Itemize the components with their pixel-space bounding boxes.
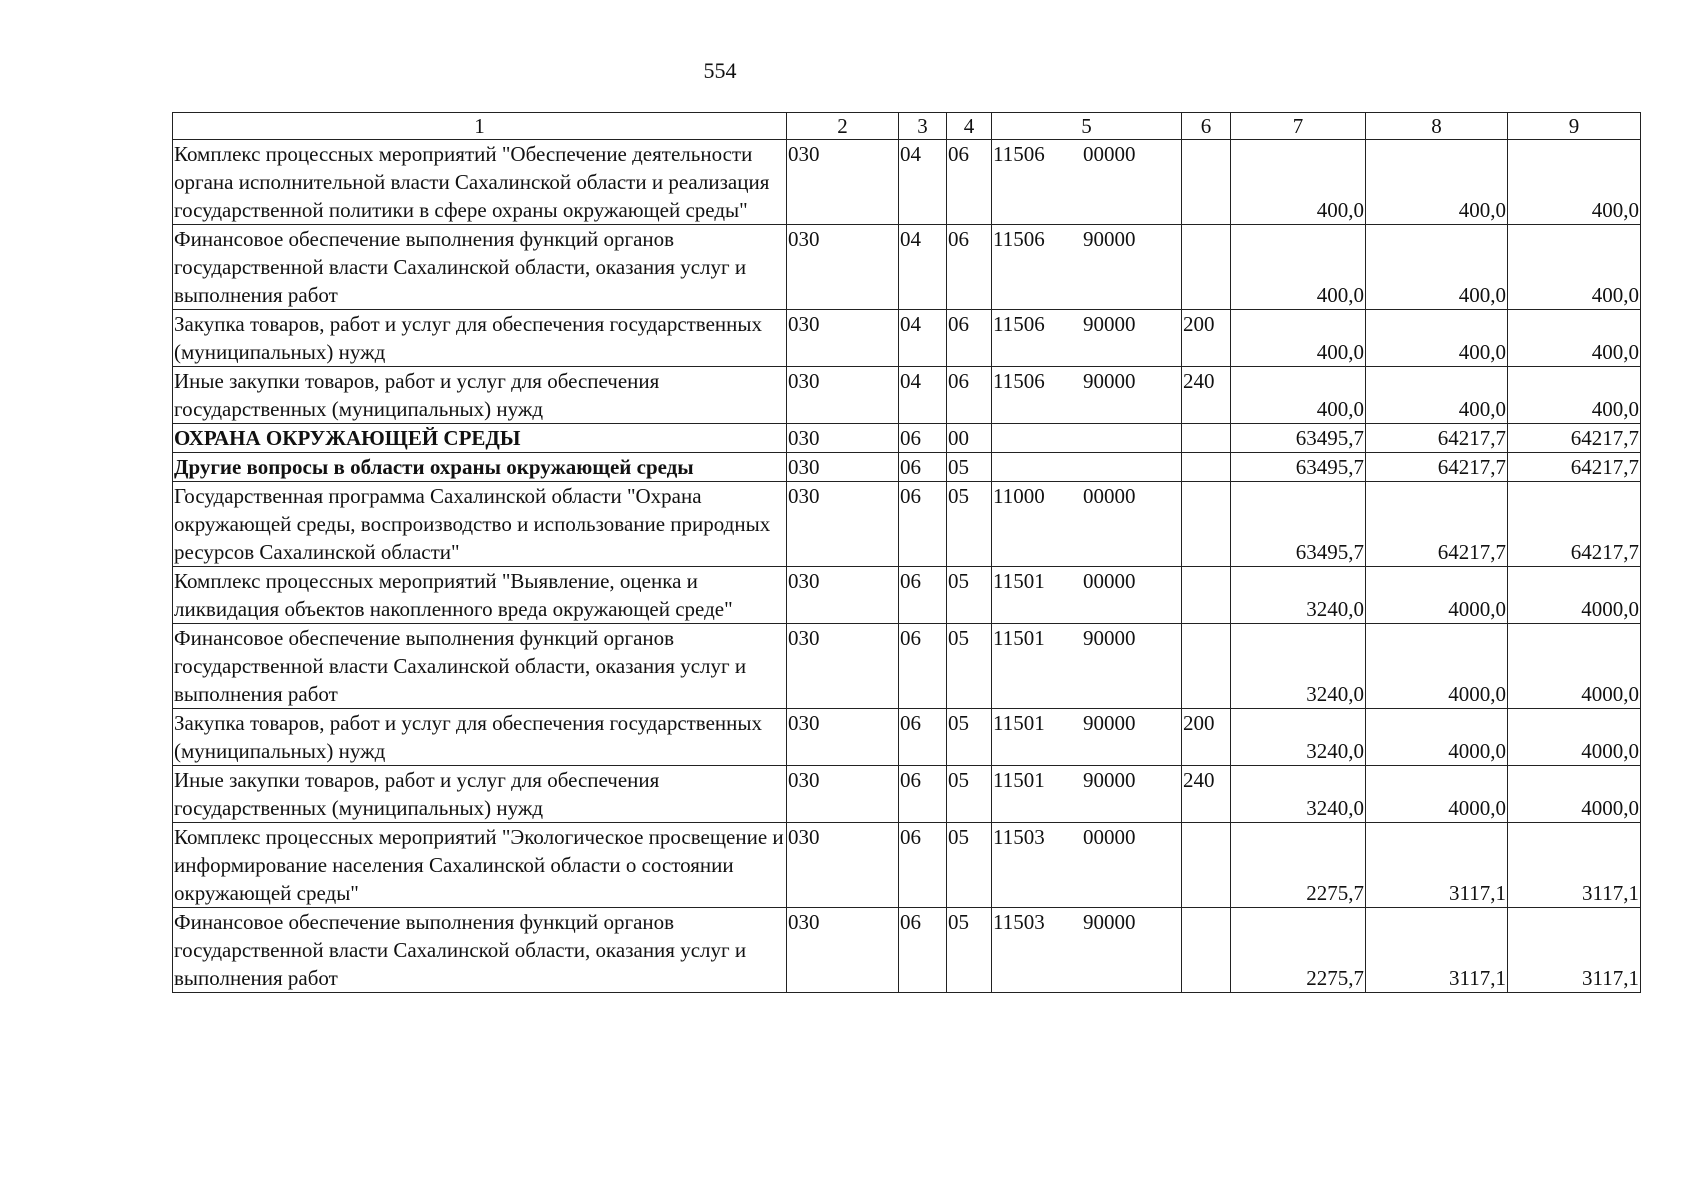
page-number: 554 xyxy=(703,58,737,83)
row-vr-code: 200 xyxy=(1182,709,1231,766)
row-csr-direction: 90000 xyxy=(1083,711,1136,735)
row-value-col7: 400,0 xyxy=(1231,225,1366,310)
row-value-col8: 4000,0 xyxy=(1366,709,1508,766)
row-vr-code: 240 xyxy=(1182,367,1231,424)
row-csr-program: 11501 xyxy=(993,569,1045,593)
table-row xyxy=(173,367,1641,424)
header-cell-5: 5 xyxy=(992,113,1182,140)
row-csr-program: 11501 xyxy=(993,768,1045,792)
row-csr-code xyxy=(992,367,1182,424)
row-value-col9: 400,0 xyxy=(1508,225,1641,310)
row-value-col8: 400,0 xyxy=(1366,140,1508,225)
row-value-col9: 64217,7 xyxy=(1508,482,1641,567)
row-value-col7: 63495,7 xyxy=(1231,424,1366,453)
table-row xyxy=(173,766,1641,823)
row-value-col8: 4000,0 xyxy=(1366,766,1508,823)
row-csr-code xyxy=(992,482,1182,567)
row-value-col9: 4000,0 xyxy=(1508,709,1641,766)
row-value-col7: 400,0 xyxy=(1231,310,1366,367)
header-cell-6: 6 xyxy=(1182,113,1231,140)
row-csr-code xyxy=(992,823,1182,908)
row-rz-code: 06 xyxy=(899,908,947,993)
table-row xyxy=(173,624,1641,709)
row-vr-code xyxy=(1182,624,1231,709)
header-cell-4: 4 xyxy=(947,113,992,140)
row-rz-code: 06 xyxy=(899,453,947,482)
table-body xyxy=(173,113,1641,993)
row-rz-code: 04 xyxy=(899,367,947,424)
row-name: Государственная программа Сахалинской области "Охрана окружающей среды, воспроизводство и использование природных ресурсов Сахалинской области" xyxy=(173,482,787,567)
row-value-col9: 3117,1 xyxy=(1508,823,1641,908)
row-name: Комплекс процессных мероприятий "Обеспечение деятельности органа исполнительной власти Сахалинской области и реализация государственной политики в сфере охраны окружающей среды" xyxy=(173,140,787,225)
row-value-col9: 400,0 xyxy=(1508,310,1641,367)
row-value-col8: 64217,7 xyxy=(1366,424,1508,453)
row-pr-code: 05 xyxy=(947,823,992,908)
row-value-col8: 64217,7 xyxy=(1366,453,1508,482)
row-csr-program: 11503 xyxy=(993,910,1045,934)
header-row xyxy=(173,113,1641,140)
row-value-col9: 3117,1 xyxy=(1508,908,1641,993)
row-glv-code: 030 xyxy=(787,424,899,453)
row-value-col7: 3240,0 xyxy=(1231,567,1366,624)
header-cell-9: 9 xyxy=(1508,113,1641,140)
row-glv-code: 030 xyxy=(787,225,899,310)
row-name: Финансовое обеспечение выполнения функций органов государственной власти Сахалинской области, оказания услуг и выполнения работ xyxy=(173,225,787,310)
row-csr-code xyxy=(992,766,1182,823)
row-csr-direction: 00000 xyxy=(1083,484,1136,508)
row-glv-code: 030 xyxy=(787,823,899,908)
row-rz-code: 04 xyxy=(899,140,947,225)
row-name: Закупка товаров, работ и услуг для обеспечения государственных (муниципальных) нужд xyxy=(173,709,787,766)
row-csr-code xyxy=(992,225,1182,310)
row-pr-code: 05 xyxy=(947,624,992,709)
row-vr-code xyxy=(1182,424,1231,453)
table-row xyxy=(173,453,1641,482)
row-value-col7: 3240,0 xyxy=(1231,766,1366,823)
row-glv-code: 030 xyxy=(787,567,899,624)
row-glv-code: 030 xyxy=(787,482,899,567)
row-glv-code: 030 xyxy=(787,367,899,424)
table-row xyxy=(173,482,1641,567)
row-value-col8: 3117,1 xyxy=(1366,823,1508,908)
row-glv-code: 030 xyxy=(787,709,899,766)
row-pr-code: 05 xyxy=(947,453,992,482)
row-vr-code xyxy=(1182,567,1231,624)
row-csr-direction: 00000 xyxy=(1083,825,1136,849)
row-name: Комплекс процессных мероприятий "Экологическое просвещение и информирование населения Сахалинской области о состоянии окружающей среды" xyxy=(173,823,787,908)
row-csr-code xyxy=(992,567,1182,624)
row-value-col9: 4000,0 xyxy=(1508,766,1641,823)
row-value-col7: 2275,7 xyxy=(1231,823,1366,908)
row-pr-code: 00 xyxy=(947,424,992,453)
header-cell-8: 8 xyxy=(1366,113,1508,140)
row-rz-code: 06 xyxy=(899,424,947,453)
row-rz-code: 04 xyxy=(899,310,947,367)
budget-table xyxy=(172,112,1641,993)
row-csr-program: 11506 xyxy=(993,312,1045,336)
row-pr-code: 05 xyxy=(947,766,992,823)
header-cell-7: 7 xyxy=(1231,113,1366,140)
row-value-col9: 64217,7 xyxy=(1508,424,1641,453)
row-vr-code: 240 xyxy=(1182,766,1231,823)
row-vr-code xyxy=(1182,908,1231,993)
table-row xyxy=(173,709,1641,766)
row-value-col7: 3240,0 xyxy=(1231,709,1366,766)
row-pr-code: 05 xyxy=(947,908,992,993)
row-pr-code: 06 xyxy=(947,225,992,310)
row-csr-code xyxy=(992,453,1182,482)
row-rz-code: 06 xyxy=(899,823,947,908)
row-name: Иные закупки товаров, работ и услуг для обеспечения государственных (муниципальных) нужд xyxy=(173,766,787,823)
row-vr-code: 200 xyxy=(1182,310,1231,367)
row-csr-direction: 90000 xyxy=(1083,369,1136,393)
row-csr-code xyxy=(992,624,1182,709)
row-value-col7: 400,0 xyxy=(1231,140,1366,225)
row-value-col9: 4000,0 xyxy=(1508,567,1641,624)
row-csr-direction: 90000 xyxy=(1083,312,1136,336)
header-cell-2: 2 xyxy=(787,113,899,140)
row-value-col8: 64217,7 xyxy=(1366,482,1508,567)
row-name: Комплекс процессных мероприятий "Выявление, оценка и ликвидация объектов накопленного вреда окружающей среде" xyxy=(173,567,787,624)
row-rz-code: 06 xyxy=(899,709,947,766)
table-row xyxy=(173,908,1641,993)
row-pr-code: 06 xyxy=(947,140,992,225)
row-name: Иные закупки товаров, работ и услуг для обеспечения государственных (муниципальных) нужд xyxy=(173,367,787,424)
table-row xyxy=(173,567,1641,624)
table-row xyxy=(173,424,1641,453)
row-rz-code: 06 xyxy=(899,482,947,567)
row-csr-code xyxy=(992,709,1182,766)
row-vr-code xyxy=(1182,140,1231,225)
row-csr-program: 11506 xyxy=(993,227,1045,251)
row-value-col7: 2275,7 xyxy=(1231,908,1366,993)
row-value-col8: 400,0 xyxy=(1366,310,1508,367)
row-value-col9: 64217,7 xyxy=(1508,453,1641,482)
table-row xyxy=(173,310,1641,367)
row-value-col8: 400,0 xyxy=(1366,225,1508,310)
row-value-col8: 3117,1 xyxy=(1366,908,1508,993)
row-csr-program: 11501 xyxy=(993,711,1045,735)
row-csr-program: 11501 xyxy=(993,626,1045,650)
row-rz-code: 06 xyxy=(899,624,947,709)
row-value-col8: 4000,0 xyxy=(1366,624,1508,709)
row-csr-code xyxy=(992,140,1182,225)
row-value-col7: 63495,7 xyxy=(1231,482,1366,567)
row-glv-code: 030 xyxy=(787,624,899,709)
row-csr-program: 11503 xyxy=(993,825,1045,849)
row-csr-direction: 90000 xyxy=(1083,910,1136,934)
row-name: Финансовое обеспечение выполнения функций органов государственной власти Сахалинской области, оказания услуг и выполнения работ xyxy=(173,624,787,709)
row-pr-code: 05 xyxy=(947,482,992,567)
row-vr-code xyxy=(1182,453,1231,482)
row-value-col9: 400,0 xyxy=(1508,140,1641,225)
row-csr-direction: 00000 xyxy=(1083,142,1136,166)
row-pr-code: 05 xyxy=(947,567,992,624)
table-row xyxy=(173,140,1641,225)
row-glv-code: 030 xyxy=(787,453,899,482)
row-name: Другие вопросы в области охраны окружающей среды xyxy=(173,453,787,482)
row-vr-code xyxy=(1182,482,1231,567)
row-csr-direction: 90000 xyxy=(1083,227,1136,251)
row-csr-direction: 90000 xyxy=(1083,768,1136,792)
row-pr-code: 06 xyxy=(947,367,992,424)
row-csr-direction: 00000 xyxy=(1083,569,1136,593)
row-csr-program: 11506 xyxy=(993,142,1045,166)
row-csr-direction: 90000 xyxy=(1083,626,1136,650)
row-value-col9: 4000,0 xyxy=(1508,624,1641,709)
row-name: ОХРАНА ОКРУЖАЮЩЕЙ СРЕДЫ xyxy=(173,424,787,453)
row-value-col9: 400,0 xyxy=(1508,367,1641,424)
row-value-col8: 400,0 xyxy=(1366,367,1508,424)
row-value-col8: 4000,0 xyxy=(1366,567,1508,624)
row-vr-code xyxy=(1182,225,1231,310)
row-csr-program: 11506 xyxy=(993,369,1045,393)
row-glv-code: 030 xyxy=(787,908,899,993)
row-pr-code: 06 xyxy=(947,310,992,367)
row-csr-code xyxy=(992,424,1182,453)
row-csr-program: 11000 xyxy=(993,484,1045,508)
row-glv-code: 030 xyxy=(787,766,899,823)
row-pr-code: 05 xyxy=(947,709,992,766)
table-row xyxy=(173,823,1641,908)
row-rz-code: 06 xyxy=(899,766,947,823)
row-value-col7: 3240,0 xyxy=(1231,624,1366,709)
table-row xyxy=(173,225,1641,310)
row-value-col7: 63495,7 xyxy=(1231,453,1366,482)
row-csr-code xyxy=(992,310,1182,367)
row-value-col7: 400,0 xyxy=(1231,367,1366,424)
header-cell-3: 3 xyxy=(899,113,947,140)
row-vr-code xyxy=(1182,823,1231,908)
row-rz-code: 04 xyxy=(899,225,947,310)
header-cell-1: 1 xyxy=(173,113,787,140)
row-name: Финансовое обеспечение выполнения функций органов государственной власти Сахалинской области, оказания услуг и выполнения работ xyxy=(173,908,787,993)
row-rz-code: 06 xyxy=(899,567,947,624)
row-csr-code xyxy=(992,908,1182,993)
row-name: Закупка товаров, работ и услуг для обеспечения государственных (муниципальных) нужд xyxy=(173,310,787,367)
row-glv-code: 030 xyxy=(787,310,899,367)
row-glv-code: 030 xyxy=(787,140,899,225)
